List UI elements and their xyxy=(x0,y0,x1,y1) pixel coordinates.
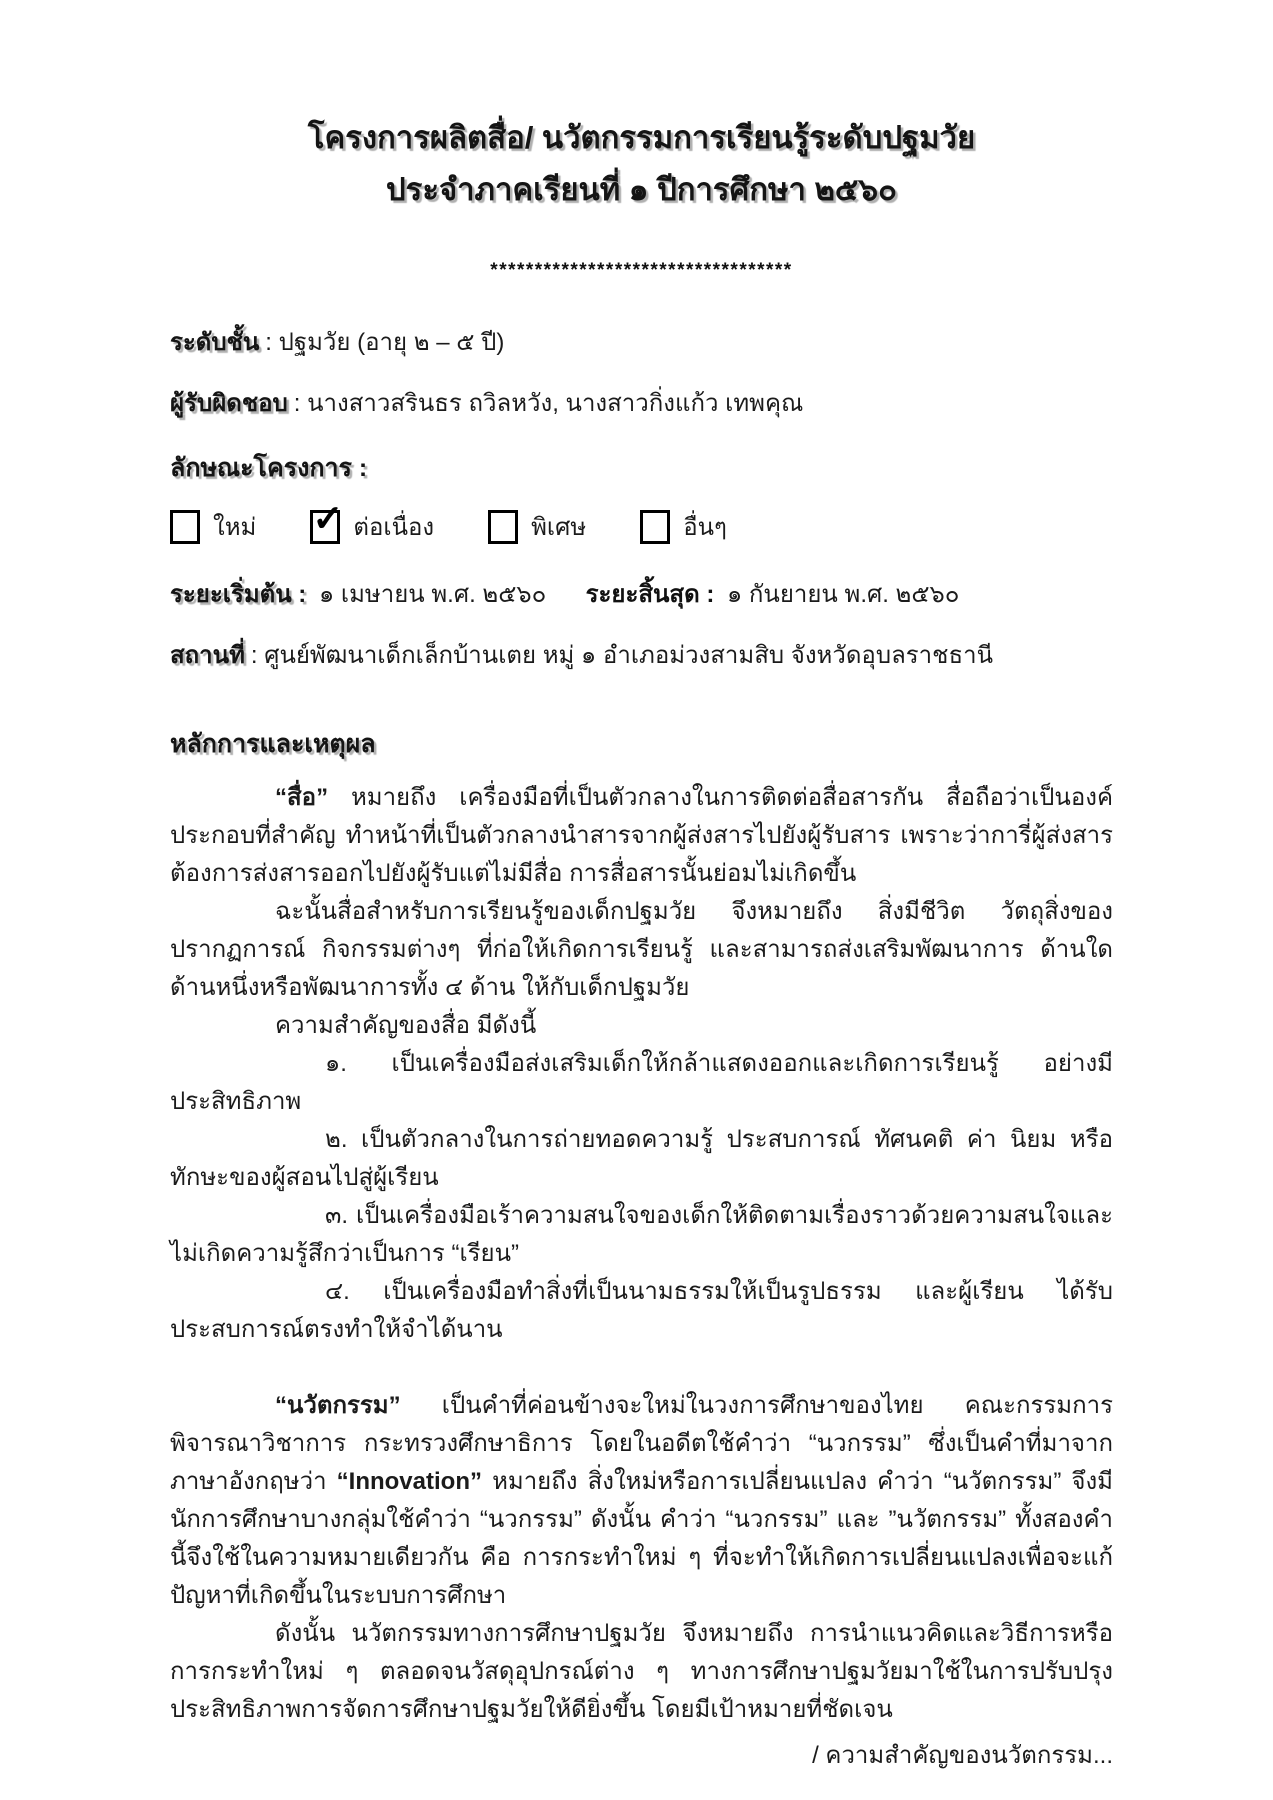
checkbox-other[interactable] xyxy=(640,510,670,544)
paragraph-innovation-conclusion: ดังนั้น นวัตกรรมทางการศึกษาปฐมวัย จึงหมายถึง การนำแนวคิดและวิธีการหรือการกระทำใหม่ ๆ ตลอดจนวัสดุอุปกรณ์ต่าง ๆ ทางการศึกษาปฐมวัยมาใช้ในการปรับปรุงประสิทธิภาพการจัดการศึกษาปฐมวัยให้ดียิ่งขึ้น โดยมีเป้าหมายที่ชัดเจน xyxy=(170,1620,1113,1723)
checkbox-continuing[interactable] xyxy=(310,497,344,544)
end-date-value: ๑ กันยายน พ.ศ. ๒๕๖๐ xyxy=(726,581,960,608)
checkbox-new[interactable] xyxy=(170,510,200,544)
field-responsible-person xyxy=(170,385,1113,423)
grade-level-value: : ปฐมวัย (อายุ ๒ – ๕ ปี) xyxy=(265,329,505,356)
field-grade-level xyxy=(170,324,1113,362)
responsible-value: : นางสาวสรินธร ถวิลหวัง, นางสาวกิ่งแก้ว เทพคุณ xyxy=(293,390,804,417)
paragraph-media-importance-intro: ความสำคัญของสื่อ มีดังนี้ xyxy=(275,1012,537,1039)
field-duration xyxy=(170,576,1113,614)
paragraph-media-definition xyxy=(170,779,1113,893)
checkbox-option-new[interactable] xyxy=(170,507,256,546)
grade-level-label: ระดับชั้น xyxy=(170,329,260,356)
checkbox-new-label: ใหม่ xyxy=(213,514,257,541)
asterisk-separator: ********************************** xyxy=(490,260,793,281)
checkbox-special[interactable] xyxy=(488,510,518,544)
rationale-body xyxy=(170,779,1113,1729)
start-date-label: ระยะเริ่มต้น : xyxy=(170,581,307,608)
checkbox-option-continuing[interactable] xyxy=(310,497,435,546)
responsible-label: ผู้รับผิดชอบ xyxy=(170,390,288,417)
list-item-1: ๑. เป็นเครื่องมือส่งเสริมเด็กให้กล้าแสดงออกและเกิดการเรียนรู้ อย่างมีประสิทธิภาพ xyxy=(170,1050,1113,1115)
list-item-3: ๓. เป็นเครื่องมือเร้าความสนใจของเด็กให้ติดตามเรื่องราวด้วยความสนใจและไม่เกิดความรู้สึกว่าเป็นการ “เรียน” xyxy=(170,1202,1113,1267)
checkbox-special-label: พิเศษ xyxy=(531,514,587,541)
paragraph-media-for-children: ฉะนั้นสื่อสำหรับการเรียนรู้ของเด็กปฐมวัย จึงหมายถึง สิ่งมีชีวิต วัตถุสิ่งของ ปรากฏการณ์ กิจกรรมต่างๆ ที่ก่อให้เกิดการเรียนรู้ และสามารถส่งเสริมพัฒนาการ ด้านใดด้านหนึ่งหรือพัฒนาการทั้ง ๔ ด้าน ให้กับเด็กปฐมวัย xyxy=(170,898,1113,1001)
project-type-options xyxy=(170,497,1113,546)
innovation-text-a: เป็นคำที่ค่อนข้างจะใหม่ในวงการศึกษาของไทย คณะกรรมการพิจารณาวิชาการ กระทรวงศึกษาธิการ โดยในอดีตใช้คำว่า “นวกรรม” ซึ่งเป็นคำที่มาจากภาษาอังกฤษว่า xyxy=(170,1392,1113,1495)
checkbox-continuing-label: ต่อเนื่อง xyxy=(353,514,435,541)
document-title-line2: ประจำภาคเรียนที่ ๑ ปีการศึกษา ๒๕๖๐ xyxy=(386,172,897,207)
rationale-heading: หลักการและเหตุผล xyxy=(170,730,376,758)
bold-term-media: “สื่อ” xyxy=(275,784,329,811)
innovation-text-b: หมายถึง สิ่งใหม่หรือการเปลี่ยนแปลง คำว่า “นวัตกรรม” จึงมีนักการศึกษาบางกลุ่มใช้คำว่า “นวกรรม” ดังนั้น คำว่า “นวกรรม” และ ”นวัตกรรม” ทั้งสองคำนี้จึงใช้ในความหมายเดียวกัน คือ การกระทำใหม่ ๆ ที่จะทำให้เกิดการเปลี่ยนแปลงเพื่อจะแก้ปัญหาที่เกิดขึ้นในระบบการศึกษา xyxy=(170,1468,1114,1609)
location-label: สถานที่ xyxy=(170,642,245,669)
end-date-label: ระยะสิ้นสุด : xyxy=(585,581,715,608)
media-definition-text: หมายถึง เครื่องมือที่เป็นตัวกลางในการติดต่อสื่อสารกัน สื่อถือว่าเป็นองค์ประกอบที่สำคัญ ทำหน้าที่เป็นตัวกลางนำสารจากผู้ส่งสารไปยังผู้รับสาร เพราะว่าการี่ผู้ส่งสารต้องการส่งสารออกไปยังผู้รับแต่ไม่มีสื่อ การสื่อสารนั้นย่อมไม่เกิดขึ้น xyxy=(170,784,1113,887)
bold-term-innovation-en: “Innovation” xyxy=(336,1468,482,1495)
page-continuation-note: / ความสำคัญของนวัตกรรม... xyxy=(812,1742,1113,1769)
project-type-heading: ลักษณะโครงการ : xyxy=(170,454,368,482)
checkbox-other-label: อื่นๆ xyxy=(683,514,727,541)
document-title-line1: โครงการผลิตสื่อ/ นวัตกรรมการเรียนรู้ระดับปฐมวัย xyxy=(307,120,976,155)
checkbox-option-other[interactable] xyxy=(640,507,727,546)
field-location xyxy=(170,637,1113,675)
paragraph-innovation-definition xyxy=(170,1387,1113,1615)
location-value: : ศูนย์พัฒนาเด็กเล็กบ้านเตย หมู่ ๑ อำเภอม่วงสามสิบ จังหวัดอุบลราชธานี xyxy=(250,642,993,669)
list-item-2: ๒. เป็นตัวกลางในการถ่ายทอดความรู้ ประสบการณ์ ทัศนคติ ค่า นิยม หรือทักษะของผู้สอนไปสู่ผู้เรียน xyxy=(170,1126,1113,1191)
check-icon: ✓ xyxy=(312,497,344,539)
bold-term-innovation: “นวัตกรรม” xyxy=(275,1392,401,1419)
start-date-value: ๑ เมษายน พ.ศ. ๒๕๖๐ xyxy=(318,581,547,608)
checkbox-option-special[interactable] xyxy=(488,507,586,546)
list-item-4: ๔. เป็นเครื่องมือทำสิ่งที่เป็นนามธรรมให้เป็นรูปธรรม และผู้เรียน ได้รับประสบการณ์ตรงทำให้จำได้นาน xyxy=(170,1278,1113,1343)
